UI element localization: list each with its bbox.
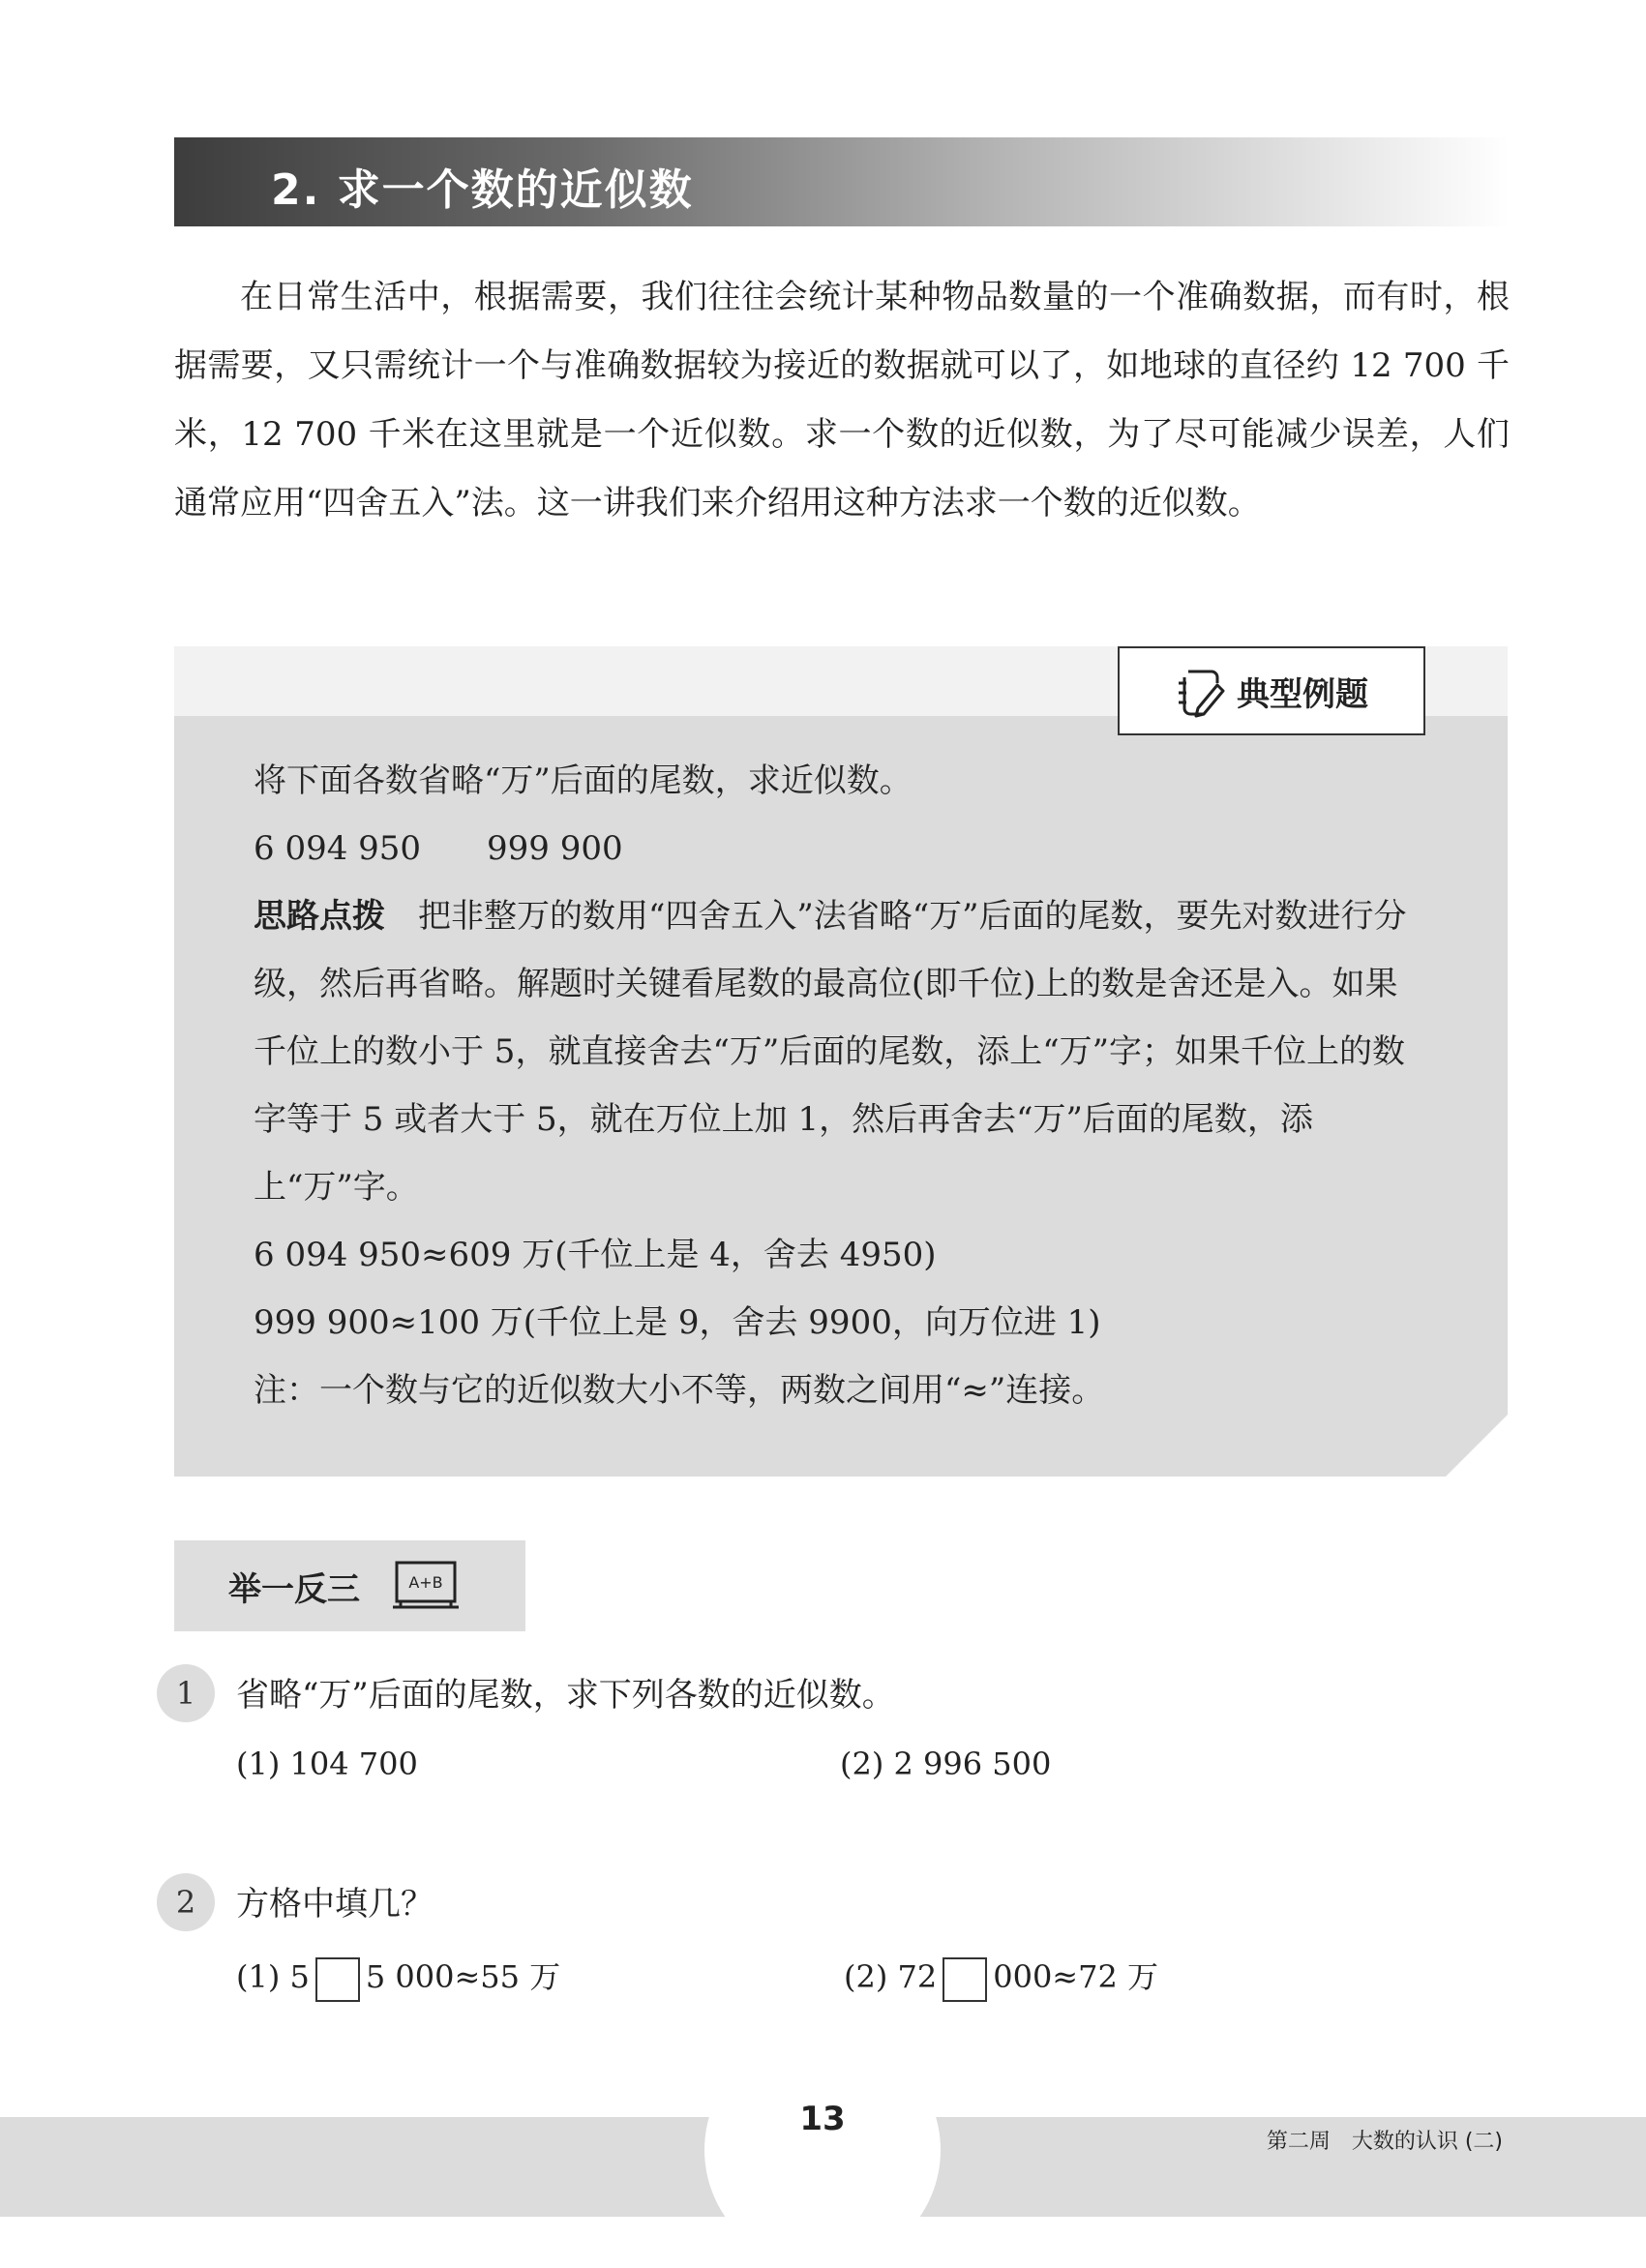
question-text-1: 省略“万”后面的尾数，求下列各数的近似数。 bbox=[236, 1676, 895, 1715]
answer-box-1[interactable] bbox=[315, 1957, 360, 2002]
example-problem: 将下面各数省略“万”后面的尾数，求近似数。 bbox=[254, 761, 913, 800]
question-number-1: 1 bbox=[157, 1664, 215, 1722]
q2-opt2-suffix: 000≈72 万 bbox=[993, 1958, 1159, 1995]
hint-text: 把非整万的数用“四舍五入”法省略“万”后面的尾数，要先对数进行分级，然后再省略。解题时关键看尾数的最高位(即千位)上的数是舍还是入。如果千位上的数小于 5，就直接舍去“万”后面的尾数，添上“万”字；如果千位上的数字等于 5 或者大于 5，就在万位上加 1，然后再舍去“万”后面的尾数，添上“万”字。 bbox=[254, 897, 1407, 1207]
practice-tag bbox=[174, 1540, 525, 1631]
chapter-label: 第二周 大数的认识 (二) bbox=[1266, 2130, 1503, 2154]
answer-box-2[interactable] bbox=[943, 1957, 987, 2002]
note-line: 注：一个数与它的近似数大小不等，两数之间用“≈”连接。 bbox=[254, 1371, 1105, 1410]
section-header bbox=[174, 137, 1510, 226]
pencil-edit-icon bbox=[1175, 664, 1225, 718]
example-numbers: 6 094 950 999 900 bbox=[254, 829, 623, 868]
q2-opt1-prefix: (1) 5 bbox=[236, 1958, 310, 1995]
example-tag-label: 典型例题 bbox=[1237, 674, 1368, 714]
page-number: 13 bbox=[799, 2100, 846, 2138]
q2-opt1-suffix: 5 000≈55 万 bbox=[365, 1958, 561, 1995]
practice-tag-label: 举一反三 bbox=[228, 1569, 360, 1609]
intro-paragraph: 在日常生活中，根据需要，我们往往会统计某种物品数量的一个准确数据，而有时，根据需要，又只需统计一个与准确数据较为接近的数据就可以了，如地球的直径约 12 700 千米，12 700 千米在这里就是一个近似数。求一个数的近似数，为了尽可能减少误差，人们通常应用“四舍五入”法。这一讲我们来介绍用这种方法求一个数的近似数。 bbox=[174, 278, 1510, 522]
page-number-circle bbox=[704, 2032, 941, 2268]
question-text-2: 方格中填几？ bbox=[236, 1885, 434, 1924]
q2-opt2-prefix: (2) 72 bbox=[844, 1958, 938, 1995]
hint-label: 思路点拨 bbox=[254, 897, 385, 936]
section-title: 2. 求一个数的近似数 bbox=[271, 165, 694, 215]
example-content bbox=[254, 747, 1430, 1424]
hint-paragraph bbox=[254, 882, 1430, 1221]
question-2-option-1 bbox=[236, 1953, 560, 2002]
question-1-option-2: (2) 2 996 500 bbox=[840, 1746, 1052, 1782]
answer-line-2: 999 900≈100 万(千位上是 9，舍去 9900，向万位进 1) bbox=[254, 1303, 1101, 1342]
question-number-2: 2 bbox=[157, 1873, 215, 1931]
svg-text:A+B: A+B bbox=[408, 1573, 443, 1592]
question-1-option-1: (1) 104 700 bbox=[236, 1746, 418, 1782]
answer-line-1: 6 094 950≈609 万(千位上是 4，舍去 4950) bbox=[254, 1236, 937, 1274]
blackboard-ab-icon bbox=[391, 1559, 461, 1613]
example-tag bbox=[1118, 646, 1425, 735]
question-2-option-2 bbox=[844, 1953, 1158, 2002]
